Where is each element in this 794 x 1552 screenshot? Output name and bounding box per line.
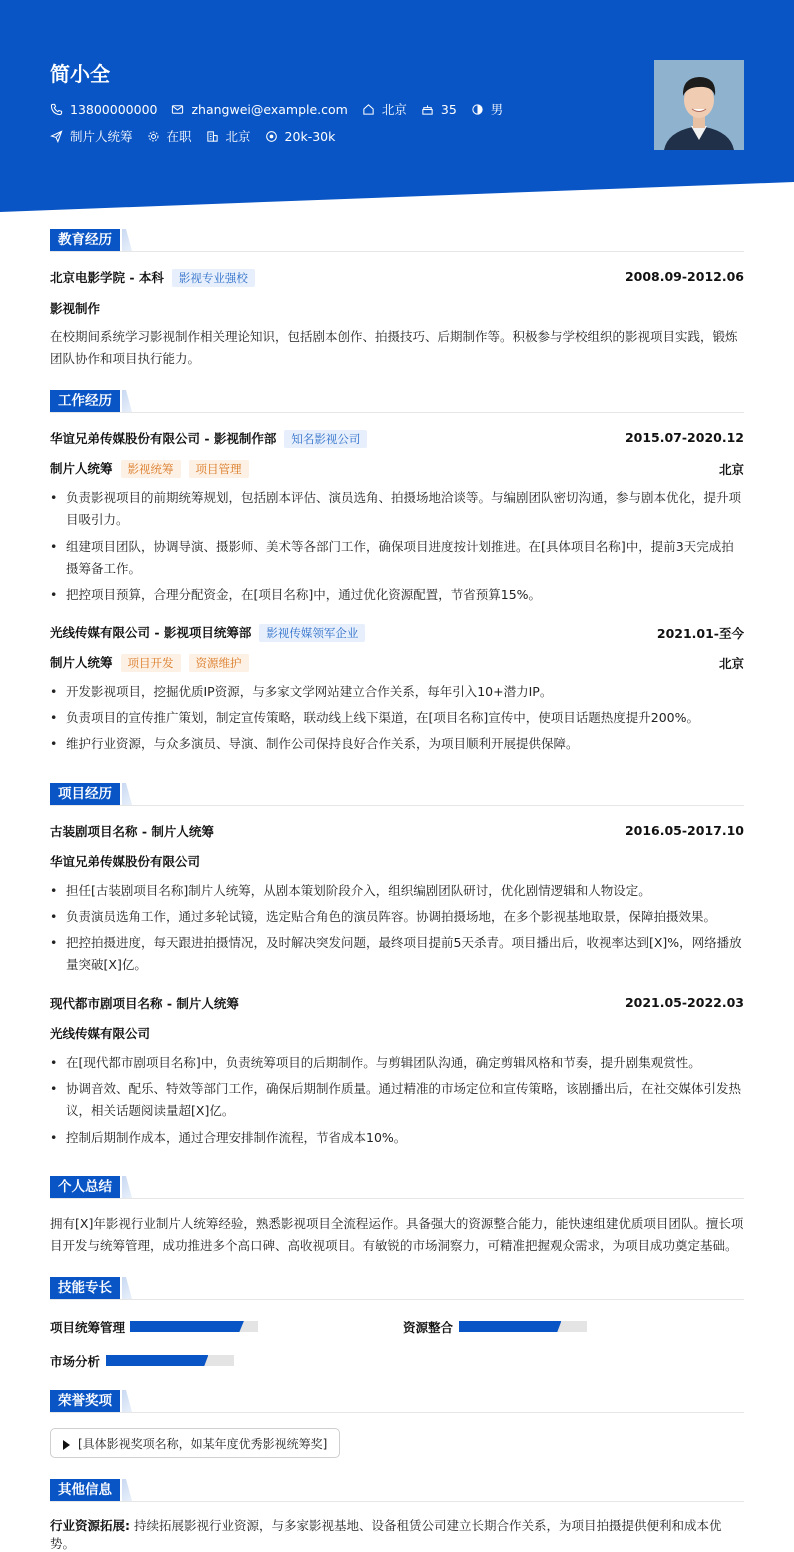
list-item: • 在[现代都市剧项目名称]中，负责统筹项目的后期制作。与剪辑团队沟通，确定剪辑风格和节奏，提升剧集观赏性。 xyxy=(50,1052,744,1074)
skill-name: 项目统筹管理 xyxy=(50,1320,126,1335)
education-desc: 在校期间系统学习影视制作相关理论知识，包括剧本创作、拍摄技巧、后期制作等。积极参与学校组织的影视项目实践，锻炼团队协作和项目执行能力。 xyxy=(50,329,738,366)
title-accent xyxy=(122,1390,132,1412)
work-city: 北京 xyxy=(718,462,744,477)
skill-bar xyxy=(459,1321,587,1332)
gear-icon xyxy=(147,130,160,143)
phone-icon xyxy=(50,103,63,116)
skill-name: 资源整合 xyxy=(403,1320,454,1335)
list-item: • 担任[古装剧项目名称]制片人统筹，从剧本策划阶段介入，组织编剧团队研讨，优化剧情逻辑和人物设定。 xyxy=(50,880,744,902)
section-projects xyxy=(50,783,744,806)
title-accent xyxy=(122,1479,132,1501)
skill-name: 市场分析 xyxy=(50,1354,101,1369)
title-accent xyxy=(122,229,132,251)
school: 北京电影学院 - 本科 xyxy=(50,270,164,285)
section-title: 工作经历 xyxy=(50,390,120,412)
skill-bar xyxy=(130,1321,258,1332)
section-skills xyxy=(50,1277,744,1300)
avatar xyxy=(654,60,744,150)
other-text: 持续拓展影视行业资源，与多家影视基地、设备租赁公司建立长期合作关系，为项目拍摄提供便利和成本优势。 xyxy=(50,1518,722,1551)
section-title: 荣誉奖项 xyxy=(50,1390,120,1412)
list-item: • 把控项目预算，合理分配资金，在[项目名称]中，通过优化资源配置，节省预算15%。 xyxy=(50,584,744,606)
candidate-name: 简小全 xyxy=(50,62,110,86)
list-item: • 控制后期制作成本，通过合理安排制作流程，节省成本10%。 xyxy=(50,1127,744,1149)
section-summary xyxy=(50,1176,744,1199)
project-title: 古装剧项目名称 - 制片人统筹 xyxy=(50,824,214,839)
list-item: • 协调音效、配乐、特效等部门工作，确保后期制作质量。通过精准的市场定位和宣传策略，该剧播出后，在社交媒体引发热议，相关话题阅读量超[X]亿。 xyxy=(50,1078,744,1122)
cake-icon xyxy=(421,103,434,116)
project-date: 2016.05-2017.10 xyxy=(624,823,744,838)
title-accent xyxy=(122,783,132,805)
status: 在职 xyxy=(166,129,192,144)
role: 制片人统筹 xyxy=(50,461,113,476)
phone: 13800000000 xyxy=(70,101,158,117)
company: 华谊兄弟传媒股份有限公司 - 影视制作部 xyxy=(50,431,277,446)
project-company: 光线传媒有限公司 xyxy=(50,1026,151,1041)
title-accent xyxy=(122,1176,132,1198)
title-accent xyxy=(122,390,132,412)
company-tag: 知名影视公司 xyxy=(284,430,367,448)
section-title: 项目经历 xyxy=(50,783,120,805)
list-item: • 负责影视项目的前期统筹规划，包括剧本评估、演员选角、拍摄场地洽谈等。与编剧团队密切沟通，参与剧本优化，提升项目吸引力。 xyxy=(50,487,744,531)
salary-icon xyxy=(265,130,278,143)
section-title: 教育经历 xyxy=(50,229,120,251)
section-title: 其他信息 xyxy=(50,1479,120,1501)
building-icon xyxy=(206,130,219,143)
award-text: [具体影视奖项名称，如某年度优秀影视统筹奖] xyxy=(78,1437,328,1451)
project-company: 华谊兄弟传媒股份有限公司 xyxy=(50,854,201,869)
list-item: • 负责演员选角工作，通过多轮试镜，选定贴合角色的演员阵容。协调拍摄场地，在多个影视基地取景，保障拍摄效果。 xyxy=(50,906,744,928)
list-item: • 开发影视项目，挖掘优质IP资源，与多家文学网站建立合作关系，每年引入10+潜力IP。 xyxy=(50,681,744,703)
age: 35 xyxy=(440,101,457,117)
work-date: 2021.01-至今 xyxy=(656,626,744,641)
major: 影视制作 xyxy=(50,301,101,316)
salary: 20k-30k xyxy=(284,128,336,144)
company: 光线传媒有限公司 - 影视项目统筹部 xyxy=(50,625,252,640)
list-item: • 维护行业资源，与众多演员、导演、制作公司保持良好合作关系，为项目顺利开展提供保障。 xyxy=(50,733,744,755)
work-date: 2015.07-2020.12 xyxy=(624,430,744,445)
project-date: 2021.05-2022.03 xyxy=(624,995,744,1010)
skill-bar-fill xyxy=(130,1321,244,1332)
send-icon xyxy=(50,130,63,143)
email: zhangwei@example.com xyxy=(191,101,348,117)
job-row xyxy=(50,127,349,145)
work-city: 北京 xyxy=(225,129,251,144)
title-accent xyxy=(122,1277,132,1299)
section-work xyxy=(50,390,744,413)
skill-tag: 资源维护 xyxy=(189,654,249,672)
work-city: 北京 xyxy=(718,656,744,671)
list-item: • 把控拍摄进度，每天跟进拍摄情况，及时解决突发问题，最终项目提前5天杀青。项目播出后，收视率达到[X]%，网络播放量突破[X]亿。 xyxy=(50,932,744,976)
gender-icon xyxy=(471,103,484,116)
section-education xyxy=(50,229,744,252)
section-other xyxy=(50,1479,744,1502)
skill-tag: 项目管理 xyxy=(189,460,249,478)
company-tag: 影视传媒领军企业 xyxy=(259,624,365,642)
skill-bar xyxy=(106,1355,234,1366)
position: 制片人统筹 xyxy=(70,129,133,144)
mail-icon xyxy=(171,103,184,116)
list-item: • 组建项目团队，协调导演、摄影师、美术等各部门工作，确保项目进度按计划推进。在[具体项目名称]中，提前3天完成拍摄筹备工作。 xyxy=(50,536,744,580)
skill-bar-fill xyxy=(106,1355,208,1366)
skill-bar-fill xyxy=(459,1321,561,1332)
school-tag: 影视专业强校 xyxy=(172,269,255,287)
other-label: 行业资源拓展: xyxy=(50,1518,130,1533)
gender: 男 xyxy=(490,102,504,117)
section-awards xyxy=(50,1390,744,1413)
section-title: 技能专长 xyxy=(50,1277,120,1299)
skill-tag: 影视统筹 xyxy=(121,460,181,478)
role: 制片人统筹 xyxy=(50,655,113,670)
education-date: 2008.09-2012.06 xyxy=(624,269,744,284)
skill-tag: 项目开发 xyxy=(121,654,181,672)
section-title: 个人总结 xyxy=(50,1176,120,1198)
summary-text: 拥有[X]年影视行业制片人统筹经验，熟悉影视项目全流程运作。具备强大的资源整合能力，能快速组建优质项目团队。擅长项目开发与统筹管理，成功推进多个高口碑、高收视项目。有敏锐的市场洞察力，可精准把握观众需求，为项目成功奠定基础。 xyxy=(50,1216,744,1253)
home-city: 北京 xyxy=(381,102,407,117)
play-icon xyxy=(63,1440,70,1450)
home-icon xyxy=(362,103,375,116)
contact-row xyxy=(50,100,517,118)
project-title: 现代都市剧项目名称 - 制片人统筹 xyxy=(50,996,239,1011)
list-item: • 负责项目的宣传推广策划，制定宣传策略，联动线上线下渠道，在[项目名称]宣传中，使项目话题热度提升200%。 xyxy=(50,707,744,729)
award-item[interactable] xyxy=(50,1428,340,1458)
